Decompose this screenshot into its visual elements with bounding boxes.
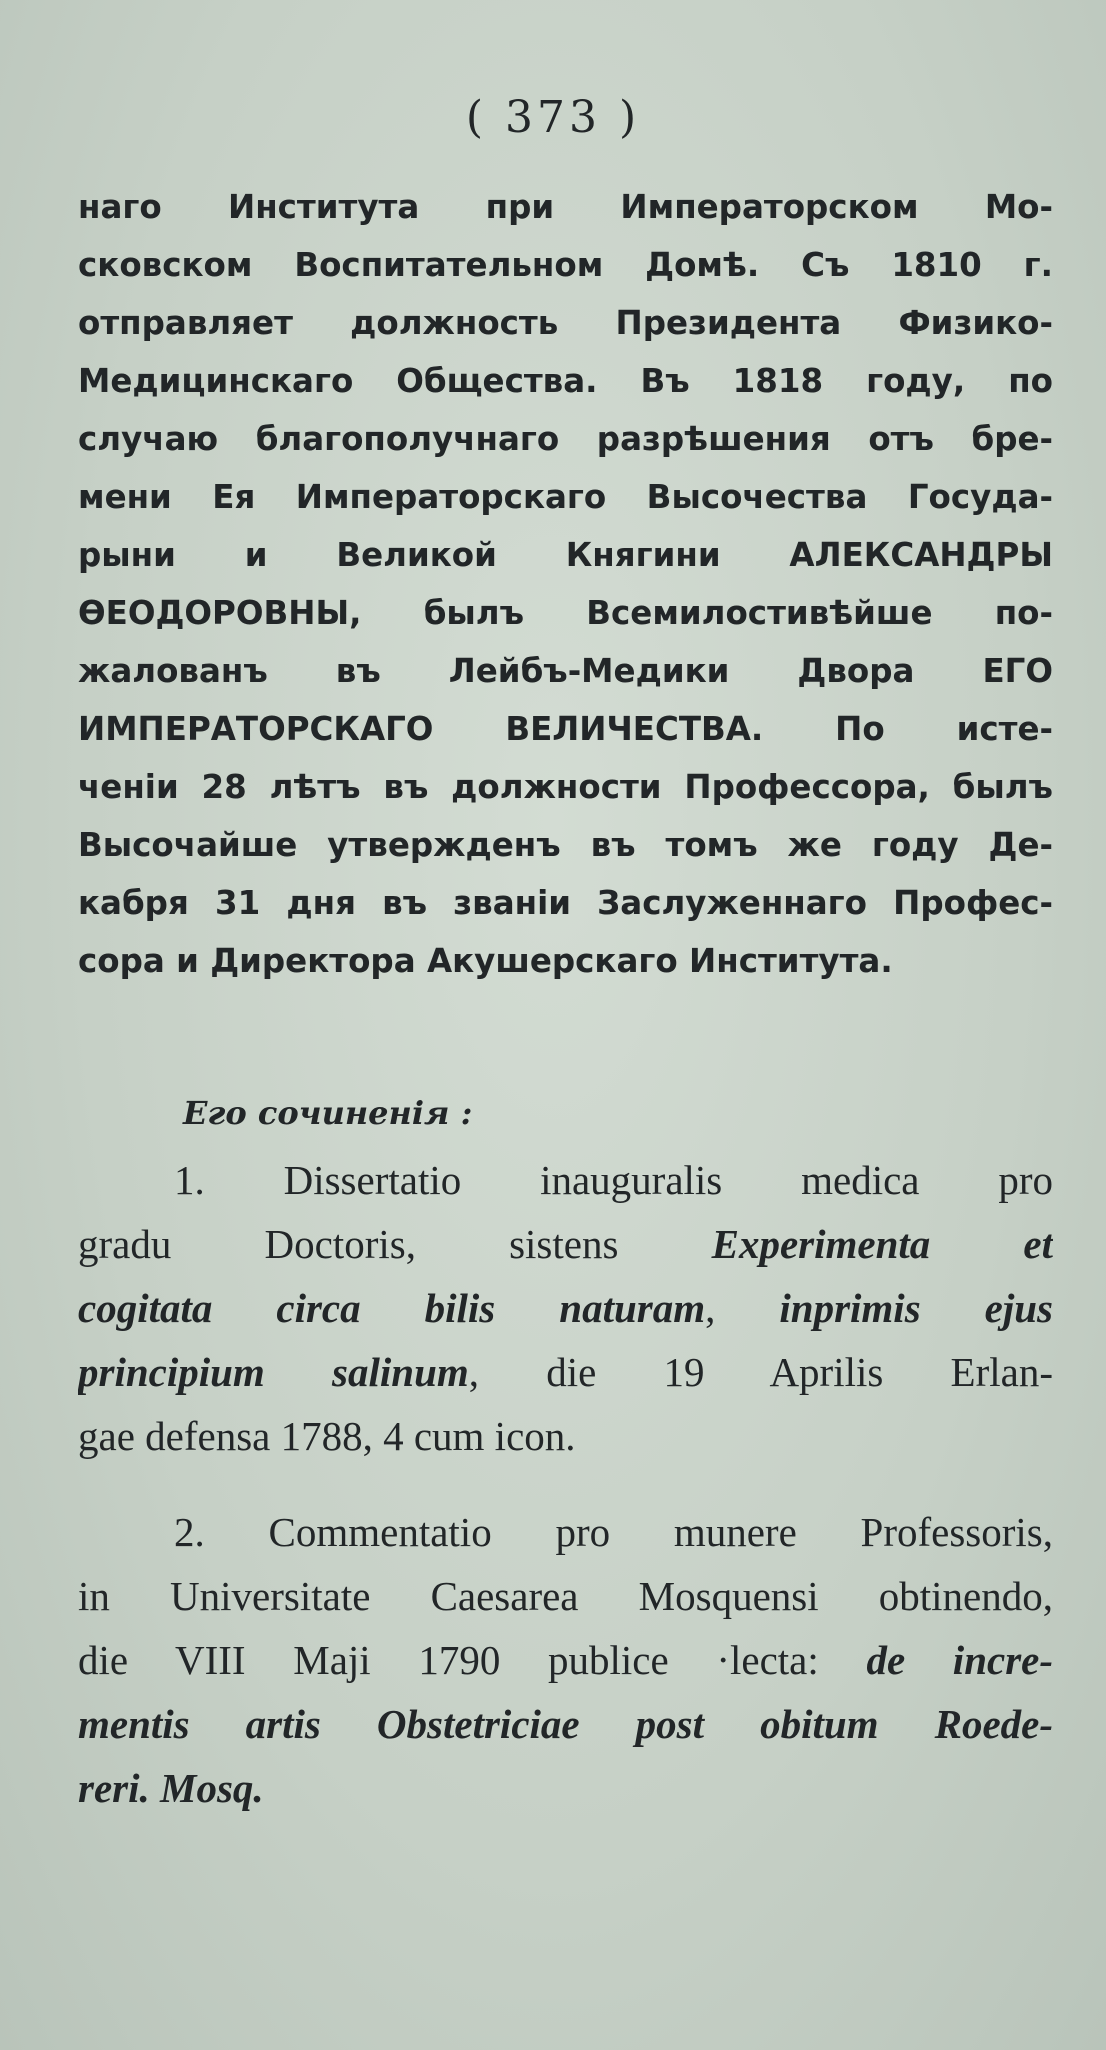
page-number: ( 373 ) — [465, 92, 641, 143]
text-line — [78, 1212, 1053, 1276]
text-line: ИМПЕРАТОРСКАГО ВЕЛИЧЕСТВА. По исте- — [78, 710, 1053, 748]
text-line — [78, 1340, 1053, 1404]
text-line: 2. Commentatio pro munere Professoris, — [174, 1509, 1053, 1555]
text-line: жалованъ въ Лейбъ-Медики Двора ЕГО — [78, 652, 1053, 690]
text-line: Медицинскаго Общества. Въ 1818 году, по — [78, 362, 1053, 400]
text-line — [78, 1628, 1053, 1692]
italic-title: cogitata circa bilis naturam — [78, 1285, 706, 1331]
text-line — [78, 1276, 1053, 1340]
italic-title: principium salinum — [78, 1349, 469, 1395]
text-line: in Universitate Caesarea Mosquensi obtinendo, — [78, 1573, 1053, 1619]
text-line: случаю благополучнаго разрѣшения отъ бре- — [78, 420, 1053, 458]
text-line: сора и Директора Акушерскаго Института. — [78, 942, 893, 980]
text-run: , — [705, 1285, 716, 1331]
work-entry-1 — [78, 1148, 1053, 1468]
text-run: gradu Doctoris, sistens — [78, 1221, 619, 1267]
italic-title: reri. Mosq. — [78, 1765, 264, 1811]
text-line: кабря 31 дня въ званіи Заслуженнаго Профес- — [78, 884, 1053, 922]
italic-title: inprimis ejus — [779, 1285, 1053, 1331]
biography-text — [78, 178, 1053, 990]
text-line: ченіи 28 лѣтъ въ должности Профессора, былъ — [78, 768, 1053, 806]
text-line: рыни и Великой Княгини АЛЕКСАНДРЫ — [78, 536, 1053, 574]
text-run: , die 19 Aprilis Erlan- — [468, 1349, 1053, 1395]
work-entry-2 — [78, 1500, 1053, 1820]
italic-title: de incre- — [866, 1637, 1053, 1683]
text-line: сковском Воспитательном Домѣ. Съ 1810 г. — [78, 246, 1053, 284]
text-line: gae defensa 1788, 4 cum icon. — [78, 1413, 576, 1459]
text-line: отправляет должность Президента Физико- — [78, 304, 1053, 342]
works-heading: Его сочиненія : — [183, 1094, 473, 1132]
text-line: мени Ея Императорскаго Высочества Госуда- — [78, 478, 1053, 516]
text-line: Высочайше утвержденъ въ томъ же году Де- — [78, 826, 1053, 864]
text-line: наго Института при Императорском Мо- — [78, 188, 1053, 226]
italic-title: Experimenta et — [711, 1221, 1053, 1267]
text-line: ѲЕОДОРОВНЫ, былъ Всемилостивѣйше по- — [78, 594, 1053, 632]
italic-title: mentis artis Obstetriciae post obitum Roede- — [78, 1701, 1053, 1747]
text-line: 1. Dissertatio inauguralis medica pro — [174, 1157, 1053, 1203]
text-run: die VIII Maji 1790 publice ·lecta: — [78, 1637, 819, 1683]
